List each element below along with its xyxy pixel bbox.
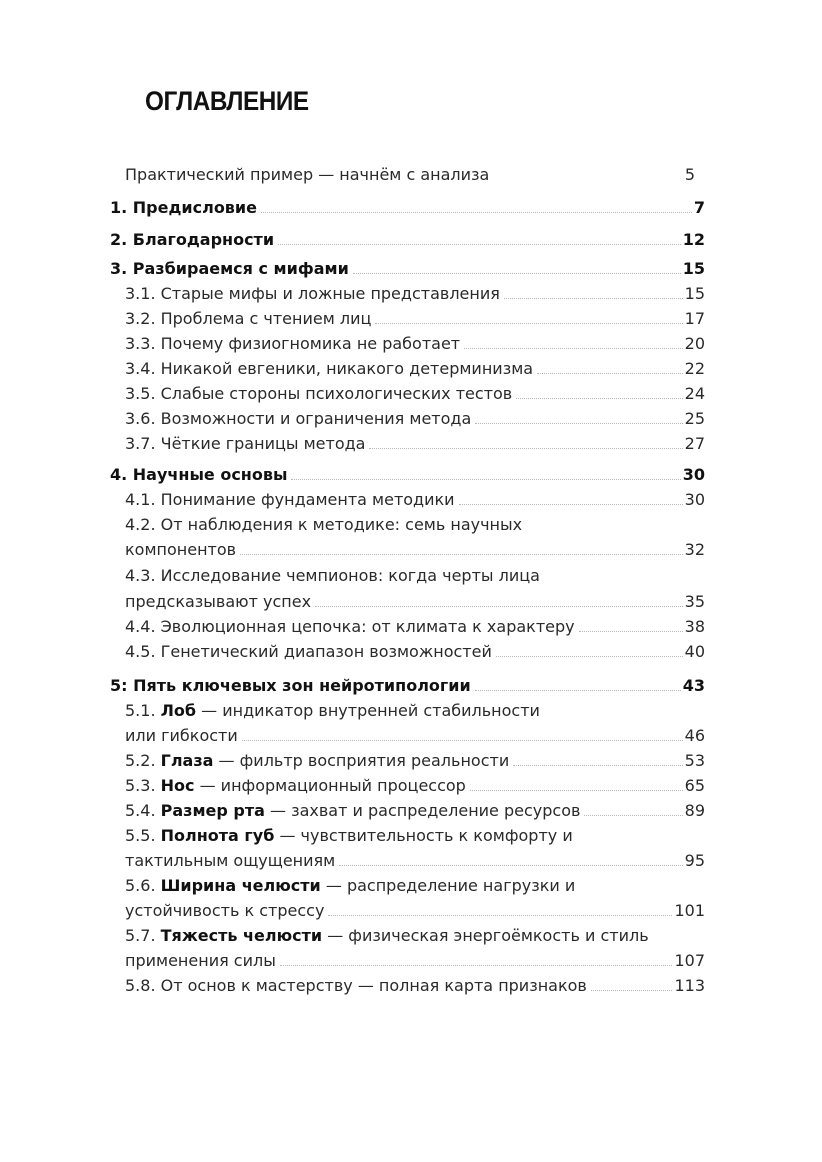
entry-title: 3.5. Слабые стороны психологических тестов [125, 384, 513, 403]
page-number: 107 [674, 951, 705, 970]
entry-title-line [125, 701, 705, 721]
dot-leader [240, 553, 683, 555]
entry-keyword: Полнота губ [160, 826, 275, 845]
toc-entry[interactable] [125, 726, 705, 746]
entry-title: 3.3. Почему физиогномика не работает [125, 334, 461, 353]
page-number: 17 [684, 309, 705, 328]
toc-entry[interactable] [125, 409, 705, 429]
toc-chapter[interactable] [110, 676, 705, 696]
toc-entry-intro[interactable] [125, 165, 695, 185]
toc-entry[interactable] [125, 309, 705, 329]
toc-chapter[interactable] [110, 230, 705, 250]
entry-title: 4.1. Понимание фундамента методики [125, 490, 455, 509]
entry-title: компонентов [125, 540, 237, 559]
entry-description: — информационный процессор [194, 776, 466, 795]
entry-title-line [125, 826, 705, 846]
toc-chapter[interactable] [110, 198, 705, 218]
page-number: 32 [684, 540, 705, 559]
entry-description: — захват и распределение ресурсов [264, 801, 581, 820]
page-number: 95 [684, 851, 705, 870]
entry-number: 5.6. [125, 876, 156, 895]
toc-entry[interactable] [125, 642, 705, 662]
entry-title: 3.2. Проблема с чтением лиц [125, 309, 372, 328]
page-number: 40 [684, 642, 705, 661]
page-number: 30 [682, 465, 705, 484]
toc-entry[interactable] [125, 540, 705, 560]
entry-title: или гибкости [125, 726, 238, 745]
entry-title: 4.4. Эволюционная цепочка: от климата к характеру [125, 617, 575, 636]
page-number: 24 [684, 384, 705, 403]
entry-title-line: 4.3. Исследование чемпионов: когда черты лица [125, 566, 540, 585]
page-number: 15 [684, 284, 705, 303]
entry-number: 5.4. [125, 801, 156, 820]
page-number: 113 [674, 976, 705, 995]
dot-leader [475, 689, 681, 691]
toc-entry[interactable] [125, 751, 705, 771]
entry-description: — индикатор внутренней стабильности [196, 701, 540, 720]
entry-title: 4. Научные основы [110, 465, 288, 484]
entry-title: Практический пример — начнём с анализа [125, 165, 490, 184]
dot-leader [516, 397, 682, 399]
page-title: ОГЛАВЛЕНИЕ [145, 86, 309, 116]
toc-entry[interactable] [125, 384, 705, 404]
entry-title [125, 751, 509, 771]
page-number: 53 [684, 751, 705, 770]
entry-title: 3. Разбираемся с мифами [110, 259, 349, 278]
toc-entry[interactable] [125, 434, 705, 454]
entry-description: — фильтр восприятия реальности [213, 751, 510, 770]
dot-leader [375, 322, 682, 324]
dot-leader [504, 297, 683, 299]
page-number: 5 [684, 165, 695, 184]
entry-title [125, 776, 466, 796]
entry-title: 4.5. Генетический диапазон возможностей [125, 642, 492, 661]
page-number: 22 [684, 359, 705, 378]
toc-entry[interactable] [125, 617, 705, 637]
entry-title: 5: Пять ключевых зон нейротипологии [110, 676, 471, 695]
dot-leader [584, 814, 682, 816]
toc-entry[interactable] [125, 334, 705, 354]
dot-leader [278, 243, 681, 245]
toc-entry[interactable] [125, 359, 705, 379]
page-number: 46 [684, 726, 705, 745]
dot-leader [537, 372, 683, 374]
entry-description: — физическая энергоёмкость и стиль [322, 926, 649, 945]
toc-entry[interactable] [125, 901, 705, 921]
toc-entry[interactable] [125, 801, 705, 821]
dot-leader [315, 605, 683, 607]
entry-description: — распределение нагрузки и [320, 876, 576, 895]
entry-title-line [125, 926, 705, 946]
entry-title: применения силы [125, 951, 276, 970]
toc-chapter[interactable] [110, 259, 705, 279]
entry-title: устойчивость к стрессу [125, 901, 325, 920]
dot-leader [496, 655, 683, 657]
entry-title [125, 801, 580, 821]
page-number: 43 [682, 676, 705, 695]
entry-description: — чувствительность к комфорту и [274, 826, 573, 845]
page-number: 35 [684, 592, 705, 611]
dot-leader [242, 739, 683, 741]
dot-leader [464, 347, 683, 349]
dot-leader [493, 179, 682, 180]
entry-number: 5.5. [125, 826, 156, 845]
page-number: 27 [684, 434, 705, 453]
dot-leader [291, 478, 680, 480]
entry-keyword: Тяжесть челюсти [160, 926, 323, 945]
page-number: 101 [674, 901, 705, 920]
dot-leader [475, 422, 682, 424]
entry-title: 3.4. Никакой евгеники, никакого детерминизма [125, 359, 534, 378]
dot-leader [513, 764, 682, 766]
dot-leader [339, 864, 682, 866]
dot-leader [353, 272, 681, 274]
toc-entry[interactable] [125, 851, 705, 871]
dot-leader [459, 503, 683, 505]
toc-chapter[interactable] [110, 465, 705, 485]
page-number: 65 [684, 776, 705, 795]
toc-entry[interactable] [125, 976, 705, 996]
page-number: 89 [684, 801, 705, 820]
page-number: 20 [684, 334, 705, 353]
page-number: 30 [684, 490, 705, 509]
page-number: 25 [684, 409, 705, 428]
entry-number: 5.7. [125, 926, 156, 945]
toc-entry[interactable] [125, 284, 705, 304]
entry-title: тактильным ощущениям [125, 851, 336, 870]
dot-leader [470, 789, 683, 791]
entry-keyword: Размер рта [160, 801, 265, 820]
entry-keyword: Глаза [160, 751, 214, 770]
toc-entry[interactable] [125, 951, 705, 971]
dot-leader [261, 211, 692, 213]
entry-title: 5.8. От основ к мастерству — полная карта признаков [125, 976, 587, 995]
page-number: 7 [693, 198, 705, 217]
entry-title: 1. Предисловие [110, 198, 257, 217]
toc-entry[interactable] [125, 490, 705, 510]
entry-title: 3.6. Возможности и ограничения метода [125, 409, 472, 428]
entry-title: предсказывают успех [125, 592, 312, 611]
entry-keyword: Нос [160, 776, 195, 795]
entry-title-line: 4.2. От наблюдения к методике: семь научных [125, 515, 523, 534]
entry-number: 5.1. [125, 701, 156, 720]
page-number: 38 [684, 617, 705, 636]
entry-title: 3.7. Чёткие границы метода [125, 434, 366, 453]
entry-title-line [125, 876, 705, 896]
page-number: 15 [682, 259, 705, 278]
entry-keyword: Лоб [160, 701, 197, 720]
toc-entry[interactable] [125, 776, 705, 796]
entry-number: 5.3. [125, 776, 156, 795]
entry-title: 3.1. Старые мифы и ложные представления [125, 284, 500, 303]
entry-keyword: Ширина челюсти [160, 876, 321, 895]
dot-leader [280, 964, 673, 966]
entry-number: 5.2. [125, 751, 156, 770]
toc-entry[interactable] [125, 592, 705, 612]
dot-leader [328, 914, 672, 916]
entry-title: 2. Благодарности [110, 230, 275, 249]
page-number: 12 [682, 230, 705, 249]
dot-leader [591, 989, 673, 991]
dot-leader [369, 447, 682, 449]
dot-leader [579, 630, 683, 632]
